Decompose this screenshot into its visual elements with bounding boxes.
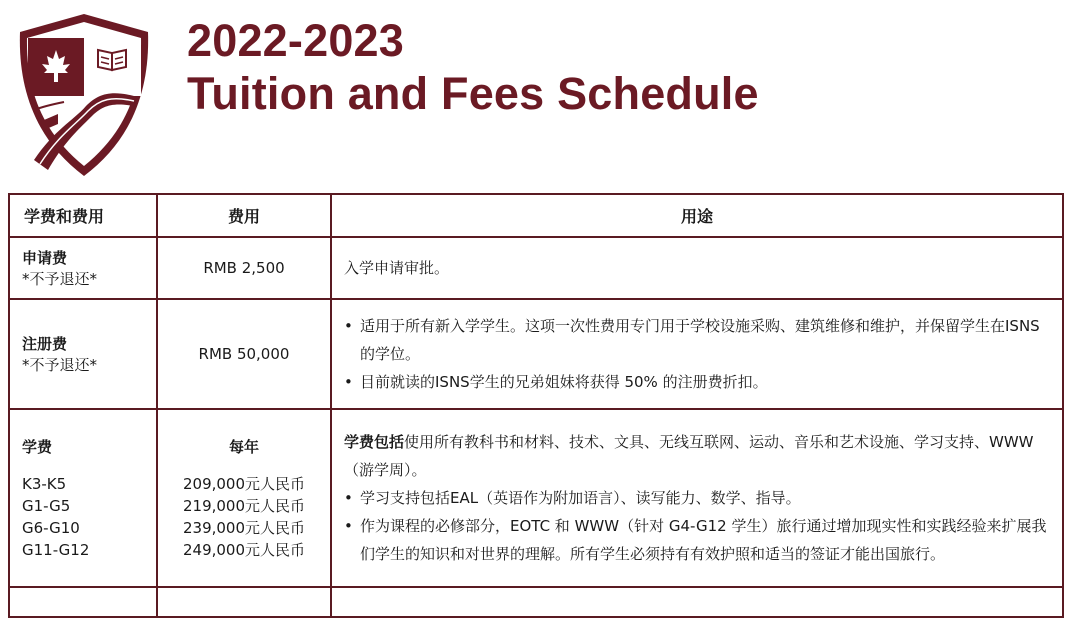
fee-name: 申请费 [22,249,68,267]
table-row-application-fee [9,237,1063,299]
fees-table [8,193,1064,618]
fee-amount: RMB 50,000 [157,299,331,409]
title-year: 2022-2023 [187,15,405,66]
table-row-registration-fee [9,299,1063,409]
header-fee-type: 学费和费用 [9,194,157,237]
price-value: 249,000元人民币 [182,540,306,559]
fee-purpose [331,409,1063,587]
fee-type-cell [9,409,157,587]
title-text: Tuition and Fees Schedule [187,68,759,119]
purpose-list [344,312,1050,396]
fee-purpose [331,299,1063,409]
fee-note: *不予退还* [22,356,98,374]
list-item: • 学习支持包括EAL（英语作为附加语言）、读写能力、数学、指导。 [344,484,1050,512]
fee-note: *不予退还* [22,270,98,288]
table-row-partial [9,587,1063,617]
price-value: 239,000元人民币 [182,518,306,537]
fee-amount [157,409,331,587]
includes-label: 学费包括 [344,433,405,451]
grade-label: K3-K5 [22,474,67,493]
header-purpose: 用途 [331,194,1063,237]
grade-label: G11-G12 [22,540,90,559]
grade-label: G6-G10 [22,518,80,537]
price-value: 219,000元人民币 [182,496,306,515]
fee-name: 学费 [22,437,53,456]
per-year-label: 每年 [228,437,259,456]
purpose-list [344,484,1050,568]
fee-purpose: 入学申请审批。 [331,237,1063,299]
school-crest-logo [14,10,154,180]
fee-type-cell [9,299,157,409]
list-item: • 目前就读的ISNS学生的兄弟姐妹将获得 50% 的注册费折扣。 [344,368,1050,396]
price-value: 209,000元人民币 [182,474,306,493]
grade-list [22,473,156,561]
price-list [158,473,330,561]
list-item: • 作为课程的必修部分，EOTC 和 WWW（针对 G4-G12 学生）旅行通过增加现实性和实践经验来扩展我们学生的知识和对世界的理解。所有学生必须持有有效护照和适当的签证才能出国旅行。 [344,512,1050,568]
tuition-includes [344,428,1050,484]
table-header-row [9,194,1063,237]
table-row-tuition [9,409,1063,587]
includes-text: 使用所有教科书和材料、技术、文具、无线互联网、运动、音乐和艺术设施、学习支持、WWW（游学周）。 [344,433,1034,479]
header-amount: 费用 [157,194,331,237]
grade-label: G1-G5 [22,496,71,515]
page-title [187,14,759,120]
fee-type-cell [9,237,157,299]
fee-amount: RMB 2,500 [157,237,331,299]
list-item: • 适用于所有新入学学生。这项一次性费用专门用于学校设施采购、建筑维修和维护，并保留学生在ISNS的学位。 [344,312,1050,368]
fee-name: 注册费 [22,335,68,353]
